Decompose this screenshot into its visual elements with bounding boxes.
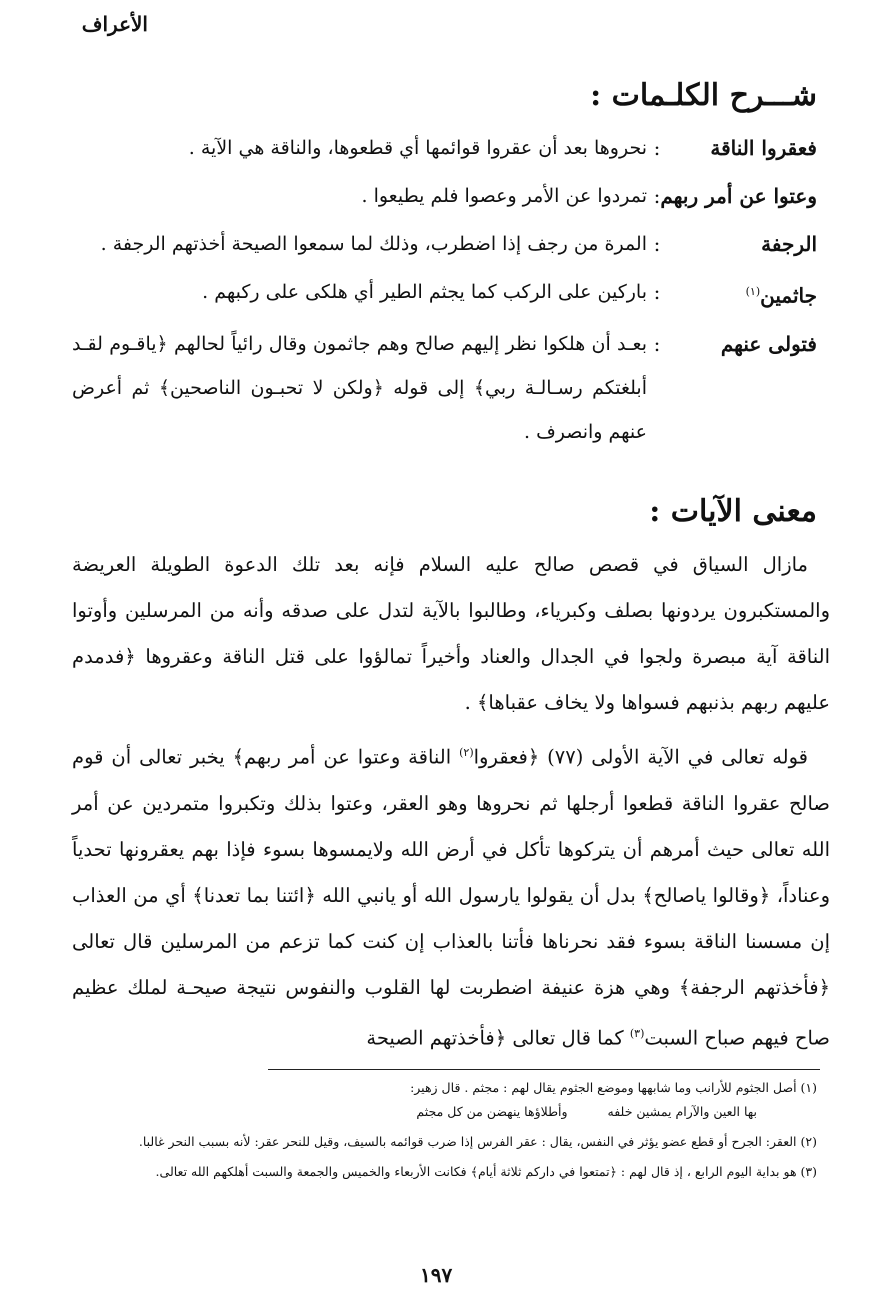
paragraph-text: قوله تعالى في الآية الأولى (٧٧) ﴿فعقروا [473,745,808,769]
glossary-term: وعتوا عن أمر ربهم [660,184,817,208]
page-number: ١٩٧ [420,1263,453,1287]
footnotes [72,1076,817,1190]
footnote-marker: (٣) [629,1026,645,1040]
meaning-title: معنى الآيات : [649,494,817,529]
footnote-1 [72,1076,817,1124]
footnote-marker: (٢) [459,746,474,759]
glossary-list [72,126,817,458]
glossary-entry [72,222,817,266]
glossary-term: جاثمين [760,283,817,308]
paragraph-text: الناقة وعتوا عن أمر ربهم﴾ يخبر تعالى أن قوم صالح عقروا الناقة قطعوا أرجلها ثم نحروها وهو العقر، وعتوا بذلك وتكبروا متمردين عن أمر الله تعالى حيث أمرهم أن يتركوها تأكل في أرض الله ولايمسوها بسوء فإذا بهم يعقرونها تحدياً وعناداً، ﴿وقالوا ياصالح﴾ بدل أن يقولوا يارسول الله أو يانبي الله ﴿ائتنا بما تعدنا﴾ أي من العذاب إن مسسنا الناقة بسوء فقد نحرناها فأتنا بالعذاب إن كنت كما تزعم من المرسلين قال تعالى ﴿فأخذتهم الرجفة﴾ وهي هزة عنيفة اضطربت لها القلوب والنفوس نتيجة صيحـة لملك عظيم صاح فيهم صباح السبت [72,745,830,1049]
glossary-definition: المرة من رجف إذا اضطرب، وذلك لما سمعوا الصيحة أخذتهم الرجفة . [100,233,647,255]
glossary-entry [72,322,817,454]
meaning-paragraph: مازال السياق في قصص صالح عليه السلام فإنه بعد تلك الدعوة الطويلة العريضة والمستكبرون يردونها بصلف وكبرياء، وطالبوا بالآية لتدل على صدقه وأنه من المرسلين وأوتوا الناقة آية مبصرة ولجوا في الجدال والعناد وأخيراً تمالؤوا على قتل الناقة وعقروها ﴿فدمدم عليهم ربهم بذنبهم فسواها ولا يخاف عقباها﴾ . [72,553,830,714]
glossary-definition: تمردوا عن الأمر وعصوا فلم يطيعوا . [361,185,647,207]
glossary-term: فعقروا الناقة [710,136,817,160]
glossary-colon: : [653,184,661,208]
glossary-title: شـــرح الكلـمات : [590,78,817,113]
paragraph-text: كما قال تعالى ﴿فأخذتهم الصيحة [366,1026,630,1049]
glossary-entry [72,126,817,170]
glossary-definition: باركين على الركب كما يجثم الطير أي هلكى على ركبهم . [202,281,647,303]
glossary-colon: : [653,331,661,356]
glossary-term-cell [667,270,817,318]
footnote-marker: (١) [745,285,761,298]
running-header: الأعراف [81,12,148,36]
glossary-colon: : [653,280,661,304]
glossary-colon: : [653,136,661,160]
glossary-colon: : [653,232,661,256]
glossary-definition: بعـد أن هلكوا نظر إليهم صالح وهم جاثمون وقال رائياً لحالهم ﴿ياقـوم لقـد أبلغتكم رسـالـة ربي﴾ إلى قوله ﴿ولكن لا تحبـون الناصحين﴾ ثم أعرض عنهم وانصرف . [72,332,647,443]
footnote-divider [268,1069,820,1070]
verse-hemistich: بها العين والآرام يمشين خلفه [607,1104,757,1119]
meaning-body [72,542,830,1065]
verse-hemistich: وأطلاؤها ينهضن من كل مجثم [416,1104,568,1119]
footnote-2: (٢) العقر: الجرح أو قطع عضو يؤثر في النفس، يقال : عقر الفرس إذا ضرب قوائمه بالسيف، وقيل للنحر عقر: لأنه بسبب النحر غالبا. [138,1134,817,1149]
glossary-entry [72,174,817,218]
glossary-definition: نحروها بعد أن عقروا قوائمها أي قطعوها، والناقة هي الآية . [188,137,647,159]
meaning-paragraph [72,730,830,1061]
glossary-term: فتولى عنهم [720,331,817,356]
footnote-3: (٣) هو بداية اليوم الرابع ، إذ قال لهم : ﴿تمتعوا في داركم ثلاثة أيام﴾ فكانت الأربعاء والخميس والجمعة والسبت أهلكهم الله تعالى. [155,1164,817,1179]
footnote-text: (١) أصل الجثوم للأرانب وما شابهها وموضع الجثوم يقال لهم : مجثم . قال زهير: [410,1080,817,1095]
glossary-term: الرجفة [761,232,817,256]
glossary-entry [72,270,817,318]
poem-verse [72,1100,817,1124]
